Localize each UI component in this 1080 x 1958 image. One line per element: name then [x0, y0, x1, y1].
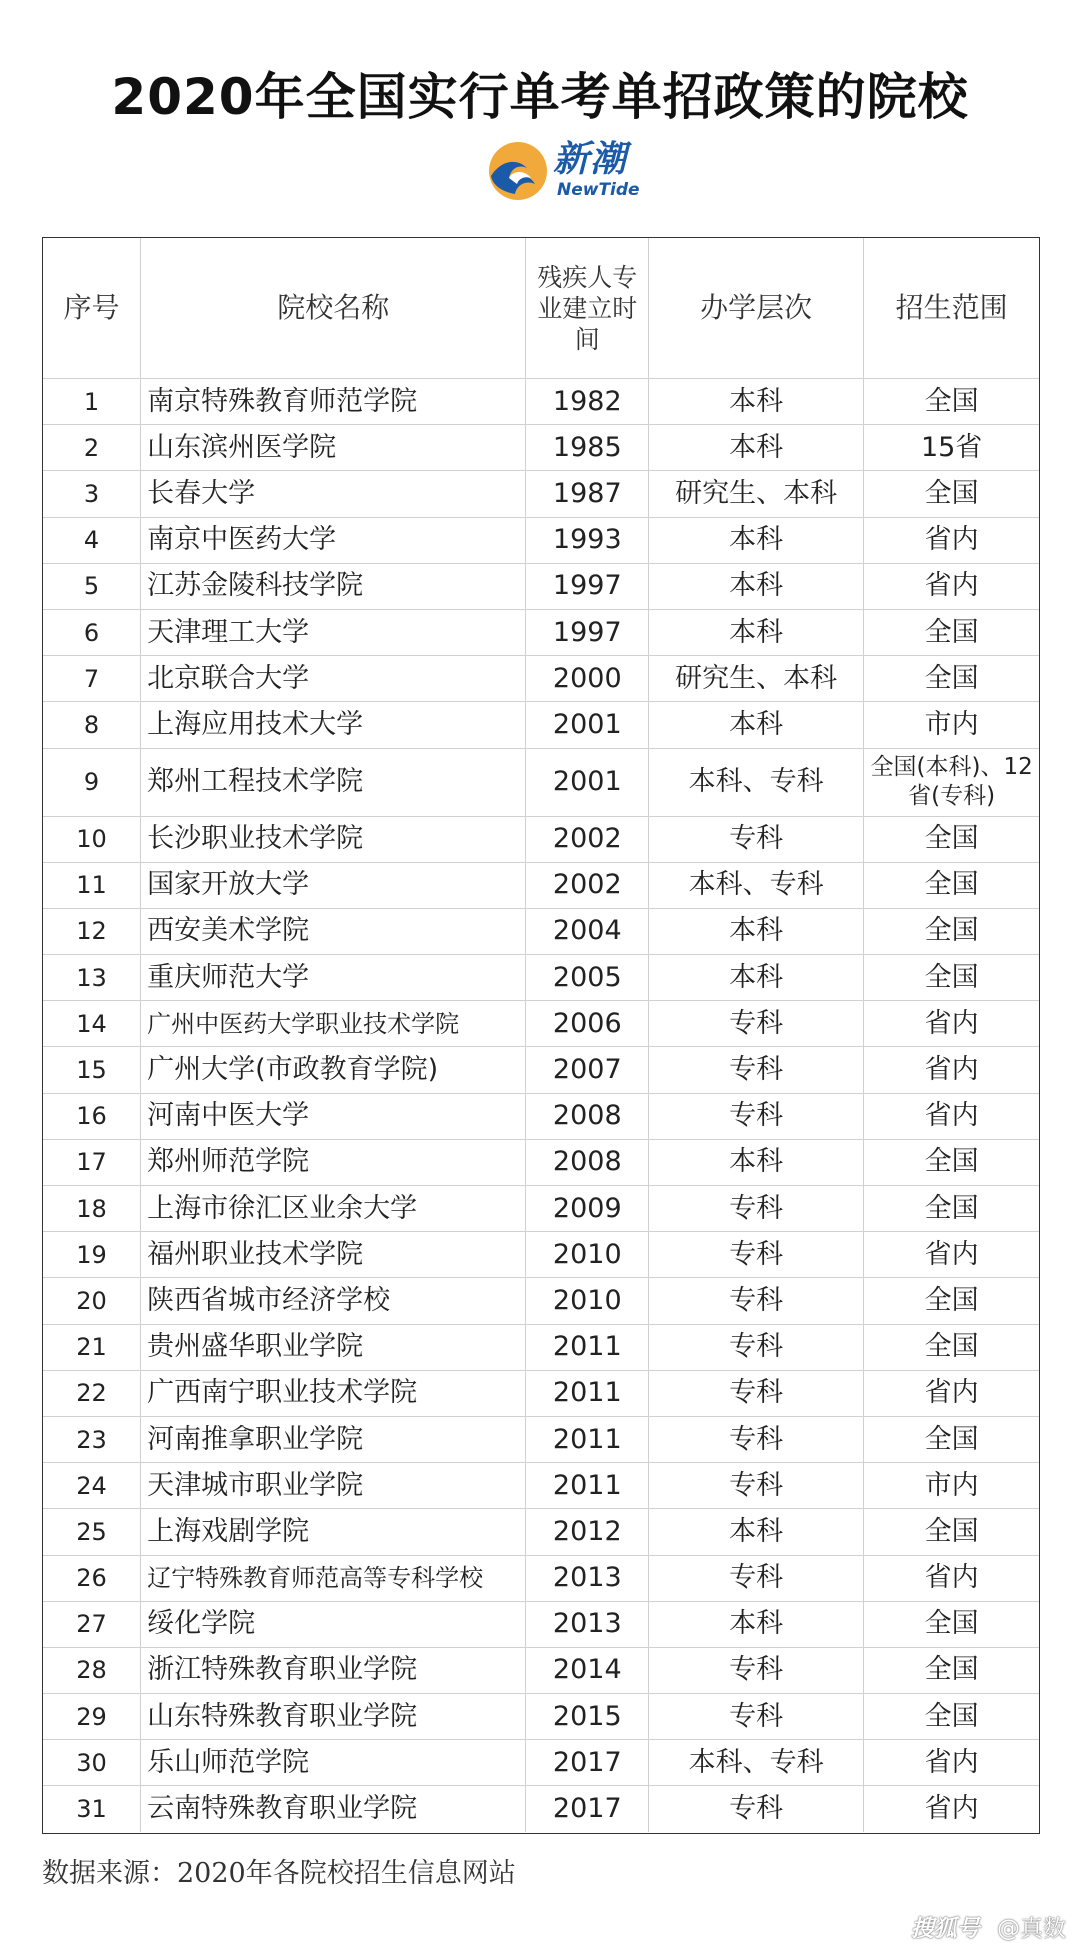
- cell-year: 1997: [526, 563, 649, 609]
- cell-year: 2017: [526, 1786, 649, 1832]
- cell-scope: 省内: [864, 1555, 1039, 1601]
- cell-year: 2013: [526, 1555, 649, 1601]
- cell-level: 本科: [649, 609, 864, 655]
- cell-scope: 全国: [864, 955, 1039, 1001]
- table-row: [43, 1370, 1039, 1416]
- cell-year: 2017: [526, 1740, 649, 1786]
- table-row: [43, 816, 1039, 862]
- cell-name: 浙江特殊教育职业学院: [141, 1647, 526, 1693]
- data-source-note: 数据来源：2020年各院校招生信息网站: [42, 1858, 516, 1889]
- table-row: [43, 908, 1039, 954]
- cell-scope: 全国: [864, 908, 1039, 954]
- table-row: [43, 563, 1039, 609]
- cell-level: 专科: [649, 1278, 864, 1324]
- cell-no: 14: [43, 1001, 141, 1047]
- cell-no: 8: [43, 702, 141, 748]
- cell-level: 本科、专科: [649, 1740, 864, 1786]
- cell-level: 专科: [649, 1555, 864, 1601]
- cell-scope: 省内: [864, 1740, 1039, 1786]
- table-row: [43, 748, 1039, 816]
- cell-no: 11: [43, 862, 141, 908]
- table-row: [43, 656, 1039, 702]
- cell-year: 2008: [526, 1093, 649, 1139]
- cell-no: 6: [43, 609, 141, 655]
- cell-scope: 15省: [864, 425, 1039, 471]
- cell-year: 2001: [526, 748, 649, 816]
- logo-name-en: NewTide: [557, 180, 640, 200]
- cell-year: 1993: [526, 517, 649, 563]
- cell-name: 乐山师范学院: [141, 1740, 526, 1786]
- cell-level: 本科: [649, 1509, 864, 1555]
- cell-scope: 全国: [864, 862, 1039, 908]
- cell-scope: 全国: [864, 1509, 1039, 1555]
- cell-scope: 省内: [864, 1232, 1039, 1278]
- cell-name: 长春大学: [141, 471, 526, 517]
- cell-scope: 全国: [864, 609, 1039, 655]
- cell-level: 专科: [649, 1047, 864, 1093]
- cell-year: 2013: [526, 1601, 649, 1647]
- schools-table: [42, 237, 1040, 1834]
- cell-no: 29: [43, 1694, 141, 1740]
- table-row: [43, 379, 1039, 425]
- cell-scope: 市内: [864, 1463, 1039, 1509]
- page-title: 2020年全国实行单考单招政策的院校: [111, 68, 969, 126]
- cell-year: 2006: [526, 1001, 649, 1047]
- cell-no: 18: [43, 1186, 141, 1232]
- cell-year: 2014: [526, 1647, 649, 1693]
- cell-no: 4: [43, 517, 141, 563]
- cell-no: 26: [43, 1555, 141, 1601]
- cell-no: 9: [43, 748, 141, 816]
- cell-level: 专科: [649, 1232, 864, 1278]
- cell-no: 20: [43, 1278, 141, 1324]
- cell-level: 专科: [649, 1001, 864, 1047]
- cell-level: 专科: [649, 1324, 864, 1370]
- cell-level: 本科: [649, 563, 864, 609]
- table-row: [43, 1463, 1039, 1509]
- table-row: [43, 1555, 1039, 1601]
- cell-name: 广西南宁职业技术学院: [141, 1370, 526, 1416]
- cell-name: 云南特殊教育职业学院: [141, 1786, 526, 1832]
- cell-name: 天津城市职业学院: [141, 1463, 526, 1509]
- cell-name: 郑州工程技术学院: [141, 748, 526, 816]
- table-row: [43, 955, 1039, 1001]
- cell-level: 研究生、本科: [649, 471, 864, 517]
- cell-name: 南京特殊教育师范学院: [141, 379, 526, 425]
- cell-name: 江苏金陵科技学院: [141, 563, 526, 609]
- table-row: [43, 862, 1039, 908]
- cell-level: 专科: [649, 1093, 864, 1139]
- cell-name: 郑州师范学院: [141, 1139, 526, 1185]
- cell-name: 山东特殊教育职业学院: [141, 1694, 526, 1740]
- table-row: [43, 1740, 1039, 1786]
- cell-scope: 全国: [864, 1694, 1039, 1740]
- cell-year: 2011: [526, 1416, 649, 1462]
- cell-no: 7: [43, 656, 141, 702]
- cell-scope: 省内: [864, 1093, 1039, 1139]
- cell-year: 2007: [526, 1047, 649, 1093]
- cell-scope: 全国: [864, 1601, 1039, 1647]
- table-row: [43, 1001, 1039, 1047]
- cell-no: 17: [43, 1139, 141, 1185]
- cell-name: 上海应用技术大学: [141, 702, 526, 748]
- cell-year: 1985: [526, 425, 649, 471]
- table-row: [43, 1647, 1039, 1693]
- cell-level: 专科: [649, 1416, 864, 1462]
- cell-no: 13: [43, 955, 141, 1001]
- table-row: [43, 1694, 1039, 1740]
- cell-name: 河南中医大学: [141, 1093, 526, 1139]
- cell-level: 本科: [649, 379, 864, 425]
- table-row: [43, 517, 1039, 563]
- cell-year: 2011: [526, 1463, 649, 1509]
- cell-year: 2011: [526, 1370, 649, 1416]
- cell-year: 2012: [526, 1509, 649, 1555]
- header-name: 院校名称: [141, 238, 526, 379]
- cell-scope: 省内: [864, 563, 1039, 609]
- cell-name: 辽宁特殊教育师范高等专科学校: [141, 1555, 526, 1601]
- cell-no: 1: [43, 379, 141, 425]
- cell-scope: 省内: [864, 1370, 1039, 1416]
- cell-year: 2002: [526, 862, 649, 908]
- cell-name: 上海戏剧学院: [141, 1509, 526, 1555]
- header-level: 办学层次: [649, 238, 864, 379]
- table-row: [43, 1232, 1039, 1278]
- cell-name: 天津理工大学: [141, 609, 526, 655]
- cell-level: 本科: [649, 517, 864, 563]
- cell-scope: 省内: [864, 1047, 1039, 1093]
- cell-level: 专科: [649, 1647, 864, 1693]
- cell-name: 广州中医药大学职业技术学院: [141, 1001, 526, 1047]
- cell-no: 21: [43, 1324, 141, 1370]
- cell-year: 2001: [526, 702, 649, 748]
- cell-year: 1987: [526, 471, 649, 517]
- cell-scope: 全国: [864, 656, 1039, 702]
- cell-level: 专科: [649, 1463, 864, 1509]
- cell-scope: 全国: [864, 1186, 1039, 1232]
- table-row: [43, 1278, 1039, 1324]
- cell-name: 山东滨州医学院: [141, 425, 526, 471]
- cell-scope: 全国: [864, 1324, 1039, 1370]
- cell-level: 本科: [649, 955, 864, 1001]
- table-row: [43, 1093, 1039, 1139]
- cell-no: 22: [43, 1370, 141, 1416]
- cell-scope: 省内: [864, 517, 1039, 563]
- cell-level: 本科: [649, 702, 864, 748]
- cell-year: 2004: [526, 908, 649, 954]
- logo-name-cn: 新潮: [553, 139, 628, 180]
- cell-name: 国家开放大学: [141, 862, 526, 908]
- cell-year: 2011: [526, 1324, 649, 1370]
- table-row: [43, 1601, 1039, 1647]
- table-row: [43, 702, 1039, 748]
- table-row: [43, 1139, 1039, 1185]
- cell-year: 2010: [526, 1232, 649, 1278]
- cell-name: 南京中医药大学: [141, 517, 526, 563]
- cell-name: 绥化学院: [141, 1601, 526, 1647]
- cell-level: 专科: [649, 1186, 864, 1232]
- newtide-logo: [487, 140, 647, 204]
- cell-name: 北京联合大学: [141, 656, 526, 702]
- cell-level: 本科: [649, 1601, 864, 1647]
- cell-name: 河南推拿职业学院: [141, 1416, 526, 1462]
- cell-scope: 全国: [864, 1647, 1039, 1693]
- cell-level: 本科、专科: [649, 748, 864, 816]
- cell-name: 上海市徐汇区业余大学: [141, 1186, 526, 1232]
- cell-scope: 省内: [864, 1001, 1039, 1047]
- cell-no: 27: [43, 1601, 141, 1647]
- header-no: 序号: [43, 238, 141, 379]
- cell-no: 23: [43, 1416, 141, 1462]
- cell-name: 重庆师范大学: [141, 955, 526, 1001]
- newtide-wave-icon: [487, 140, 549, 202]
- cell-no: 12: [43, 908, 141, 954]
- cell-scope: 全国: [864, 1278, 1039, 1324]
- cell-scope: 全国: [864, 1139, 1039, 1185]
- cell-no: 15: [43, 1047, 141, 1093]
- cell-year: 1997: [526, 609, 649, 655]
- watermark-author: @真数: [997, 1916, 1066, 1942]
- table-row: [43, 1786, 1039, 1832]
- cell-year: 2005: [526, 955, 649, 1001]
- header-scope: 招生范围: [864, 238, 1039, 379]
- cell-name: 广州大学(市政教育学院): [141, 1047, 526, 1093]
- cell-no: 16: [43, 1093, 141, 1139]
- cell-year: 2015: [526, 1694, 649, 1740]
- table-row: [43, 609, 1039, 655]
- cell-year: 2010: [526, 1278, 649, 1324]
- table-row: [43, 425, 1039, 471]
- cell-year: 2000: [526, 656, 649, 702]
- cell-no: 25: [43, 1509, 141, 1555]
- cell-level: 专科: [649, 1370, 864, 1416]
- cell-scope: 省内: [924, 1793, 979, 1825]
- cell-level: 本科: [649, 908, 864, 954]
- cell-name: 西安美术学院: [141, 908, 526, 954]
- cell-level: 本科: [649, 1139, 864, 1185]
- cell-scope: 市内: [864, 702, 1039, 748]
- cell-year: 2009: [526, 1186, 649, 1232]
- cell-no: 2: [43, 425, 141, 471]
- cell-scope: 全国: [864, 379, 1039, 425]
- cell-year: 2008: [526, 1139, 649, 1185]
- cell-scope: 全国: [864, 1416, 1039, 1462]
- cell-no: 30: [43, 1740, 141, 1786]
- cell-scope: 全国: [864, 816, 1039, 862]
- cell-no: 10: [43, 816, 141, 862]
- cell-no: 5: [43, 563, 141, 609]
- cell-level: 本科、专科: [649, 862, 864, 908]
- sohu-watermark: [911, 1914, 1066, 1944]
- cell-no: 19: [43, 1232, 141, 1278]
- cell-level: 专科: [649, 1786, 864, 1832]
- table-row: [43, 1186, 1039, 1232]
- cell-level: 专科: [649, 1694, 864, 1740]
- cell-no: 3: [43, 471, 141, 517]
- cell-name: 贵州盛华职业学院: [141, 1324, 526, 1370]
- cell-name: 陕西省城市经济学校: [141, 1278, 526, 1324]
- table-row: [43, 1416, 1039, 1462]
- table-row: [43, 1047, 1039, 1093]
- cell-no: 28: [43, 1647, 141, 1693]
- cell-level: 本科: [649, 425, 864, 471]
- cell-year: 1982: [526, 379, 649, 425]
- cell-scope: 全国(本科)、12省(专科): [864, 748, 1039, 816]
- table-row: [43, 471, 1039, 517]
- header-established: 残疾人专业建立时间: [526, 238, 649, 379]
- table-row: [43, 1509, 1039, 1555]
- cell-level: 专科: [649, 816, 864, 862]
- table-row: [43, 1324, 1039, 1370]
- cell-year: 2002: [526, 816, 649, 862]
- cell-level: 研究生、本科: [649, 656, 864, 702]
- watermark-logo: 搜狐号: [910, 1916, 980, 1942]
- table-header-row: [43, 238, 1039, 379]
- cell-no: 24: [43, 1463, 141, 1509]
- cell-no: 31: [43, 1786, 141, 1832]
- cell-scope: 全国: [864, 471, 1039, 517]
- cell-name: 福州职业技术学院: [141, 1232, 526, 1278]
- cell-name: 长沙职业技术学院: [141, 816, 526, 862]
